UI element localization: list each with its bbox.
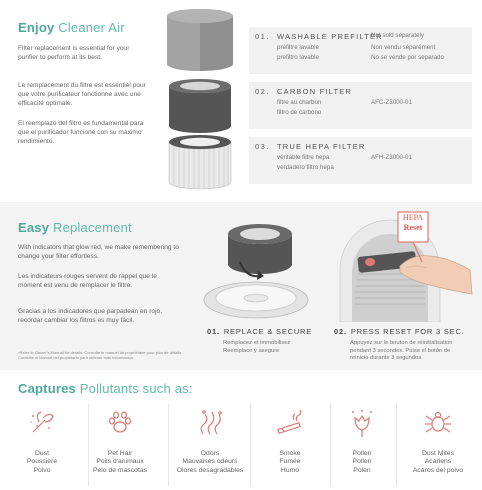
step-heading xyxy=(334,327,474,336)
section1-title-bold: Enjoy xyxy=(18,20,55,35)
pollutant-label: Humo xyxy=(280,466,300,474)
pollutant-pet-hair xyxy=(90,408,150,475)
pollutant-label: Polvo xyxy=(33,466,51,474)
filter-stack-illustration xyxy=(160,6,240,194)
section1-title-rest: Cleaner Air xyxy=(54,20,125,35)
pollutant-label: Pollen xyxy=(352,450,372,457)
step-heading xyxy=(207,327,327,336)
divider xyxy=(88,404,89,486)
pollutant-dust xyxy=(12,408,72,475)
pollutant-label: Polen xyxy=(353,466,371,474)
pollutant-label: Acaros del polvo xyxy=(412,466,464,474)
filter-title: TRUE HEPA FILTER xyxy=(277,142,366,151)
filter-code: AFH-Z3000-01 xyxy=(371,154,412,161)
pollutant-label: Poils d'animaux xyxy=(96,458,144,466)
section2-title-bold: Easy xyxy=(18,220,50,235)
pollutant-label: Odors xyxy=(200,450,220,457)
pollutant-label: Fumée xyxy=(279,458,301,466)
section2-title xyxy=(18,220,132,235)
step-title: REPLACE & SECURE xyxy=(223,327,313,336)
filter-name-fr: véritable filtre hepa xyxy=(277,154,330,161)
section1-text-es: El reemplazo del filtro es fundamental para que el purificador funcione con su máximo rendimiento. xyxy=(18,120,144,145)
filter-name-es: verdadero filtro hepa xyxy=(277,164,334,171)
filter-code: AFC-Z3000-01 xyxy=(371,99,412,106)
divider xyxy=(396,404,397,486)
pollutant-label: Acariens xyxy=(424,458,452,466)
filter-name-fr: préfiltre lavable xyxy=(277,44,319,51)
odors-icon xyxy=(195,408,225,438)
dust-icon xyxy=(27,408,57,438)
step-line: reinicio durante 3 segundos. xyxy=(350,355,423,361)
section3-title-bold: Captures xyxy=(18,381,76,396)
pet-hair-icon xyxy=(105,408,135,438)
owners-manual-footnote: *Refer to Owner's Manual for details. Consulte le manuel du propriétaire pour plus de détails. Consulte el Manual del propietario para obtener más información. xyxy=(18,350,183,360)
hepa-label-line2: Reset xyxy=(403,223,423,232)
dust-mites-icon xyxy=(423,408,453,438)
step-replace xyxy=(207,327,327,355)
filter-name-fr: filtre au charbon xyxy=(277,99,322,106)
filter-card-prefilter xyxy=(249,27,472,74)
filter-availability-fr: Non vendu séparément xyxy=(371,44,436,51)
section2-title-rest: Replacement xyxy=(49,220,132,235)
pollutant-label: Pollen xyxy=(352,458,372,466)
divider xyxy=(250,404,251,486)
divider xyxy=(168,404,169,486)
pollutant-label: Pelo de mascotas xyxy=(92,466,148,474)
step-line: Reemplace y asegure xyxy=(223,347,280,354)
step-reset xyxy=(334,327,474,363)
pollutant-smoke xyxy=(260,408,320,475)
filter-title: WASHABLE PREFILTER xyxy=(277,32,383,41)
step-number: 02. xyxy=(334,327,347,336)
hepa-label-line1: HEPA xyxy=(402,213,424,222)
pollutant-label: Mauvaises odeurs xyxy=(182,458,238,466)
smoke-icon xyxy=(275,408,305,438)
pollutant-label: Dust Mites xyxy=(421,450,455,457)
section2-text-es: Gracias a los indicadores que parpadean en rojo, recordar cambiar los filtros es muy fácil. xyxy=(18,308,163,324)
filter-title: CARBON FILTER xyxy=(277,87,353,96)
step-line: pendant 3 secondes. Pulse el botón de xyxy=(350,347,451,354)
filter-name-es: prefiltro lavable xyxy=(277,54,319,61)
filter-availability-es: No se vende por separado xyxy=(371,54,444,61)
step-line: Remplacez et immobilisez xyxy=(223,340,291,346)
section1-title xyxy=(18,20,125,35)
pollutant-label: Poussière xyxy=(26,458,58,466)
hepa-reset-label xyxy=(398,213,428,233)
step-title: PRESS RESET FOR 3 SEC. xyxy=(350,327,465,336)
divider xyxy=(330,404,331,486)
filter-card-carbon xyxy=(249,82,472,129)
section1-text-fr: Le remplacement du filtre est essentiel pour que votre purificateur fonctionne avec une efficacité optimale. xyxy=(18,82,146,107)
filter-card-hepa xyxy=(249,137,472,184)
pollutant-label: Olores desagradables xyxy=(176,466,244,474)
pollutant-label: Pet Hair xyxy=(107,450,133,457)
replace-filter-illustration xyxy=(198,216,313,324)
pollutant-pollen xyxy=(332,408,392,475)
section3-title xyxy=(18,381,193,396)
pollutant-odors xyxy=(174,408,246,475)
section2-text-en: With indicators that glow red, we make remembering to change your filter effortless. xyxy=(18,244,179,260)
pollutant-dust-mites xyxy=(408,408,468,475)
step-number: 01. xyxy=(207,327,220,336)
pollen-icon xyxy=(347,408,377,438)
section1-text-en: Filter replacement is essential for your purifier to perform at its best. xyxy=(18,45,130,61)
filter-availability-en: Not sold separately xyxy=(371,32,424,39)
filter-num: 01. xyxy=(255,32,270,41)
filter-num: 02. xyxy=(255,87,270,96)
pollutant-label: Dust xyxy=(35,450,49,457)
filter-name-es: filtro de carbono xyxy=(277,109,322,116)
step-line: Appuyez sur le bouton de réinitialisation xyxy=(350,340,453,346)
filter-num: 03. xyxy=(255,142,270,151)
section2-text-fr: Les indicateurs rouges servent de rappel que le moment est venu de remplacer le filtre. xyxy=(18,273,157,289)
section3-title-rest: Pollutants such as: xyxy=(75,381,193,396)
pollutant-label: Smoke xyxy=(279,450,301,457)
